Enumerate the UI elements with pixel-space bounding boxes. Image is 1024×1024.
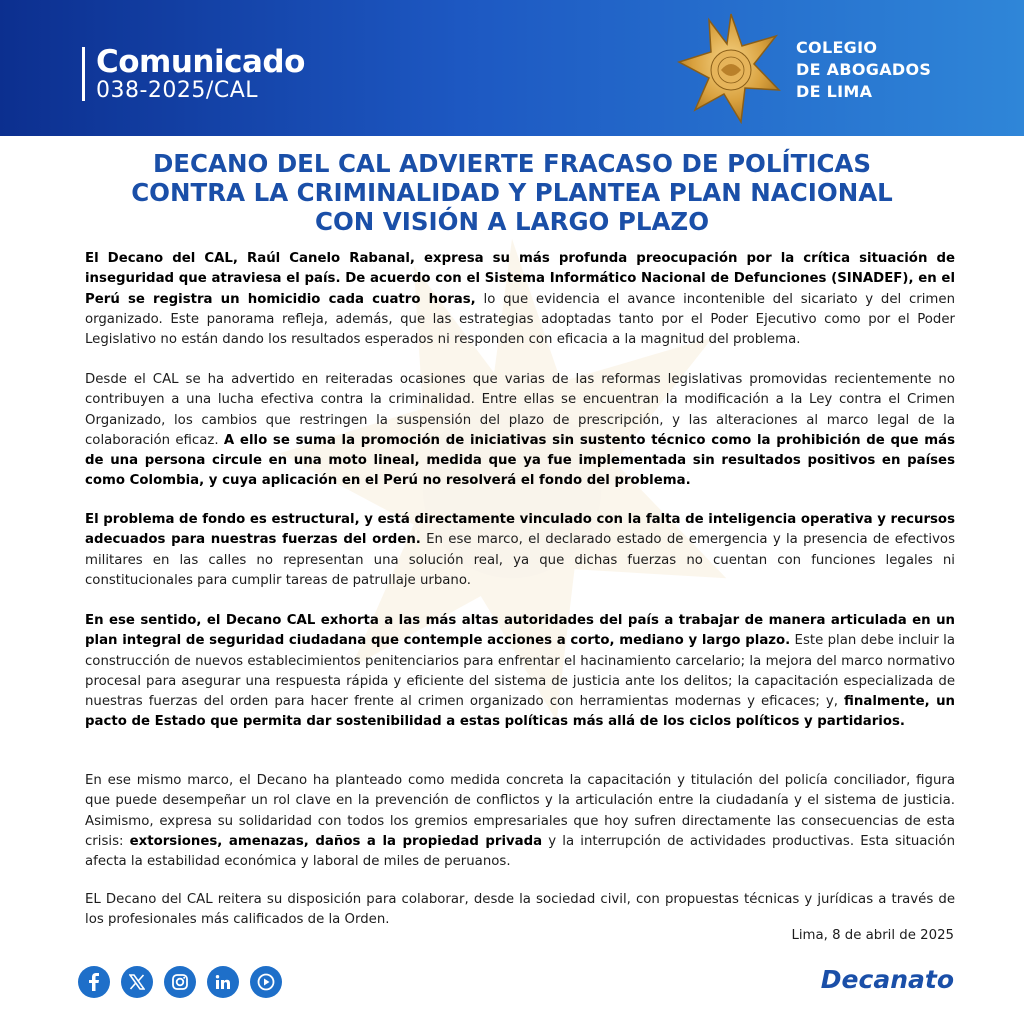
- headline: [70, 149, 954, 236]
- p3-bold: El problema de fondo es estructural, y está directamente vinculado con la falta de inteligencia operativa y recursos adecuados para nuestras fuerzas del orden.: [85, 512, 955, 548]
- headline-line-1: DECANO DEL CAL ADVIERTE FRACASO DE POLÍTICAS: [152, 149, 872, 178]
- social-links: [78, 966, 282, 998]
- title-divider: [82, 47, 85, 101]
- p2-text: Desde el CAL se ha advertido en reiteradas ocasiones que varias de las reformas legislativas promovidas recientemente no contribuyen a una lucha efectiva contra la criminalidad. Entre ellas se encuentran la modificación a la Ley contra el Crimen Organizado, los cambios que restringen la suspensión del plazo de prescripción, y las alteraciones al marco legal de la colaboración eficaz.: [85, 372, 955, 448]
- youtube-icon[interactable]: [250, 966, 282, 998]
- p2-bold: A ello se suma la promoción de iniciativas sin sustento técnico como la prohibición de que más de una persona circule en una moto lineal, medida que ya fue implementada sin resultados positivos en países como Colombia, y cuya aplicación en el Perú no resolverá el fondo del problema.: [85, 432, 955, 489]
- p6-text: EL Decano del CAL reitera su disposición para colaborar, desde la sociedad civil, con propuestas técnicas y jurídicas a través de los profesionales más calificados de la Orden.: [85, 892, 955, 928]
- cal-star-logo-icon: [675, 12, 787, 124]
- paragraph-1: [85, 249, 955, 350]
- p5-bold: extorsiones, amenazas, daños a la propiedad privada: [129, 833, 543, 849]
- header-banner: [0, 0, 1024, 136]
- p4-text: Este plan debe incluir la construcción de nuevos establecimientos penitenciarios para enfrentar el hacinamiento carcelario; la mejora del marco normativo procesal para asegurar una respuesta rápida y eficiente del sistema de justicia ante los delitos; la capacitación especializada de nuestras fuerzas del orden para hacer frente al crimen organizado con herramientas modernas y eficaces; y,: [85, 633, 955, 710]
- date-line: Lima, 8 de abril de 2025: [791, 928, 954, 943]
- paragraph-6: [85, 890, 955, 931]
- org-name-line-2: DE ABOGADOS: [796, 60, 932, 79]
- paragraph-4: [85, 611, 955, 733]
- org-name-line-1: COLEGIO: [796, 38, 878, 57]
- comunicado-number: 038-2025/CAL: [96, 78, 258, 103]
- p1-bold: El Decano del CAL, Raúl Canelo Rabanal, expresa su más profunda preocupación por la crítica situación de inseguridad que atraviesa el país. De acuerdo con el Sistema Informático Nacional de Defunciones (SINADEF), en el Perú se registra un homicidio cada cuatro horas,: [85, 251, 955, 307]
- paragraph-5: [85, 771, 955, 872]
- headline-line-3: CON VISIÓN A LARGO PLAZO: [314, 207, 710, 236]
- paragraph-3: [85, 510, 955, 591]
- paragraph-2: [85, 370, 955, 492]
- facebook-icon[interactable]: [78, 966, 110, 998]
- comunicado-title: Comunicado: [96, 44, 305, 80]
- org-name-line-3: DE LIMA: [796, 82, 873, 101]
- p4-bold-2: finalmente, un pacto de Estado que permita dar sostenibilidad a estas políticas más allá de los ciclos políticos y partidarios.: [85, 694, 956, 730]
- p3-text: En ese marco, el declarado estado de emergencia y la presencia de efectivos militares en las calles no representan una solución real, ya que dichas fuerzas no cuentan con funciones legales ni constitucionales para cumplir tareas de patrullaje urbano.: [85, 532, 955, 588]
- p4-bold: En ese sentido, el Decano CAL exhorta a las más altas autoridades del país a trabajar de manera articulada en un plan integral de seguridad ciudadana que contemple acciones a corto, mediano y largo plazo.: [85, 613, 955, 649]
- p5-text-2: y la interrupción de actividades productivas. Esta situación afecta la estabilidad económica y laboral de miles de peruanos.: [85, 833, 955, 870]
- instagram-icon[interactable]: [164, 966, 196, 998]
- p1-text: lo que evidencia el avance incontenible del sicariato y del crimen organizado. Este panorama refleja, además, que las estrategias adoptadas tanto por el Poder Ejecutivo como por el Poder Legislativo no están dando los resultados esperados ni responden con eficacia a la magnitud del problema.: [85, 291, 955, 348]
- headline-line-2: CONTRA LA CRIMINALIDAD Y PLANTEA PLAN NACIONAL: [131, 178, 893, 207]
- p5-text: En ese mismo marco, el Decano ha planteado como medida concreta la capacitación y titulación del policía conciliador, figura que puede desempeñar un rol clave en la prevención de conflictos y la articulación entre la ciudadanía y el sistema de justicia. Asimismo, expresa su solidaridad con todos los gremios empresariales que hoy sufren directamente las consecuencias de esta crisis:: [85, 773, 955, 849]
- signature-decanato: Decanato: [820, 965, 954, 994]
- linkedin-icon[interactable]: [207, 966, 239, 998]
- x-icon[interactable]: [121, 966, 153, 998]
